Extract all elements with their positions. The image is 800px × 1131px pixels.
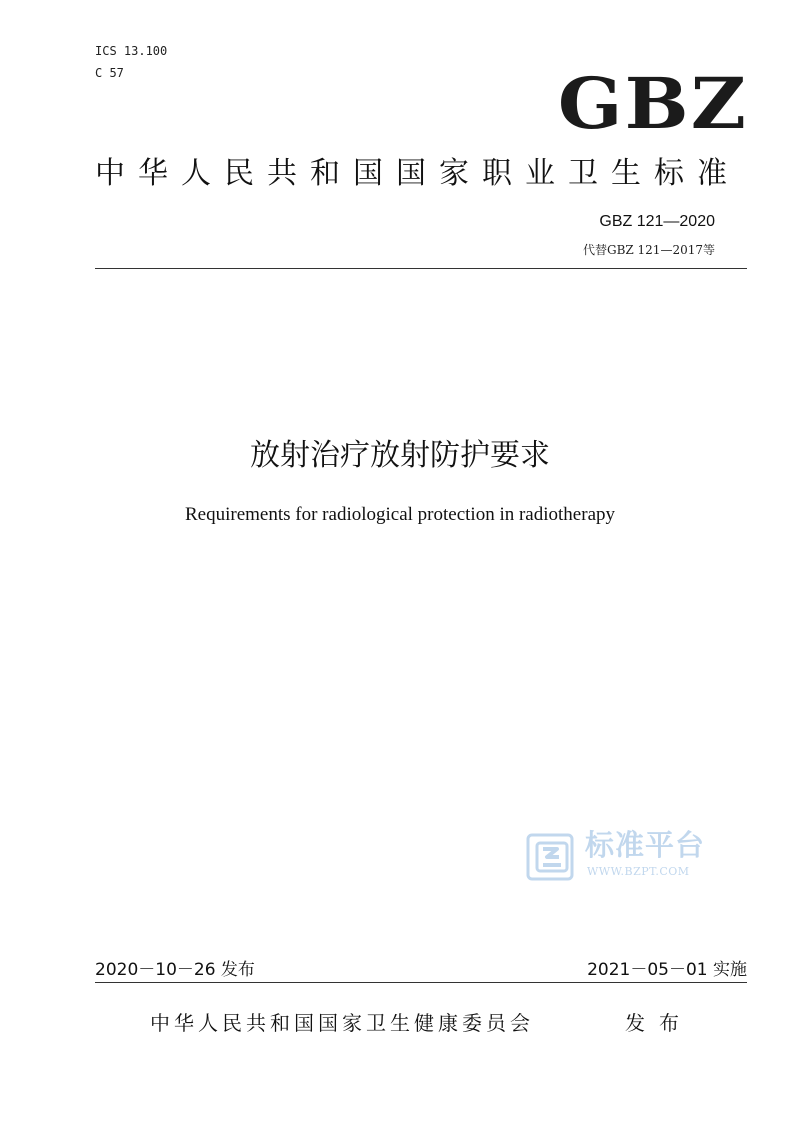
- document-title-chinese: 放射治疗放射防护要求: [250, 438, 550, 473]
- footer-divider: [95, 982, 747, 983]
- gbz-logo: GBZ: [557, 62, 748, 145]
- watermark: [525, 827, 755, 887]
- issuing-authority: 中华人民共和国国家卫生健康委员会: [150, 1011, 534, 1035]
- issuer-action: 发布: [625, 1011, 693, 1035]
- classification-codes: [95, 40, 167, 84]
- replaces-standard: 代替GBZ 121—2017等: [582, 243, 715, 257]
- document-title-english: Requirements for radiological protection in radiotherapy: [185, 504, 615, 525]
- implementation-date: 2021－05－01 实施: [587, 960, 747, 980]
- header-divider: [95, 268, 747, 269]
- bzpt-logo-icon: [525, 829, 581, 885]
- standard-category-title: 中华人民共和国国家职业卫生标准: [95, 156, 740, 191]
- ics-code: ICS 13.100: [95, 44, 168, 58]
- standard-number: GBZ 121—2020: [599, 213, 715, 230]
- ccs-code: C 57: [95, 66, 124, 80]
- watermark-url: WWW.BZPT.COM: [587, 865, 690, 878]
- watermark-name: 标准平台: [585, 828, 706, 862]
- issue-date: 2020－10－26 发布: [95, 960, 255, 980]
